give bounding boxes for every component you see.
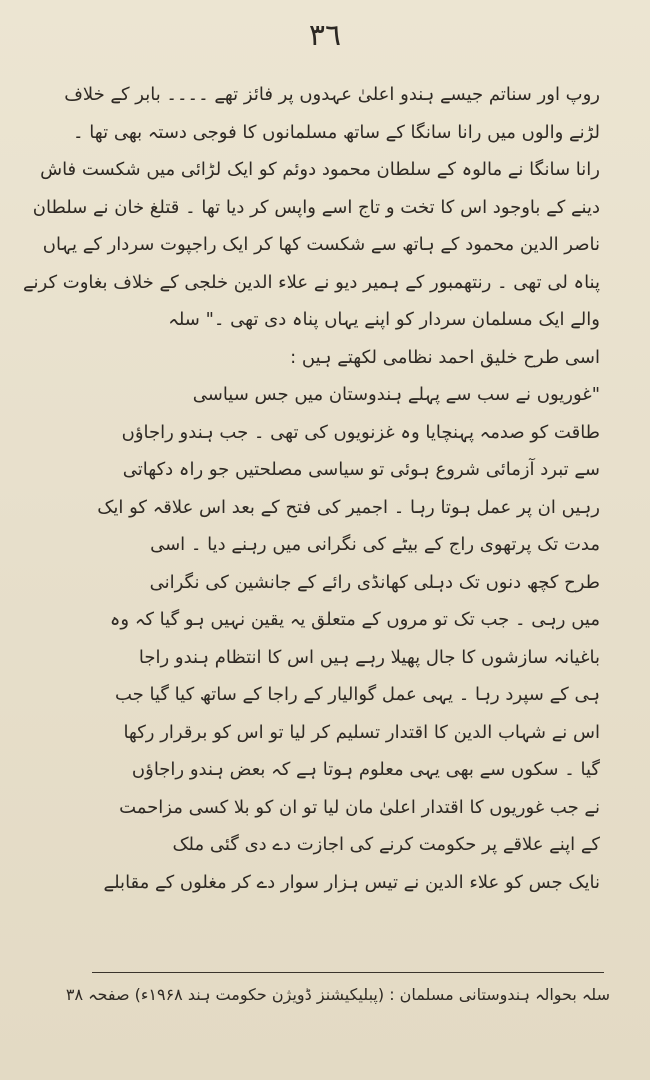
quote-line: گیا ۔ سکوں سے بھی یہی معلوم ہوتا ہے کہ بعض ہندو راجاؤں — [131, 759, 600, 780]
text-line: والے ایک مسلمان سردار کو اپنے یہاں پناہ دی تھی ۔" سلہ — [168, 309, 600, 330]
quote-line: مدت تک پرتھوی راج کے بیٹے کی نگرانی میں رہنے دیا ۔ اسی — [150, 534, 600, 555]
quote-intro-line: اسی طرح خلیق احمد نظامی لکھتے ہیں : — [290, 346, 600, 368]
quote-line: طرح کچھ دنوں تک دہلی کھانڈی رائے کے جانشین کی نگرانی — [149, 571, 600, 593]
quote-line: رہیں ان پر عمل ہوتا رہا ۔ اجمیر کی فتح کے بعد اس علاقہ کو ایک — [97, 496, 600, 518]
page-number: ٣٦ — [308, 18, 342, 53]
quote-line: باغیانہ سازشوں کا جال پھیلا رہے ہیں اس کا انتظام ہندو راجا — [138, 646, 600, 668]
footnote: سلہ بحوالہ ہندوستانی مسلمان : (پبلیکیشنز ڈویژن حکومت ہند ۱۹۶۸ء) صفحہ ۳۸ — [65, 985, 610, 1004]
quote-line: "غوریوں نے سب سے پہلے ہندوستان میں جس سیاسی — [192, 384, 600, 405]
text-line: لڑنے والوں میں رانا سانگا کے ساتھ مسلمانوں کا فوجی دستہ بھی تھا ۔ — [73, 121, 600, 143]
footnote-divider — [92, 972, 604, 973]
quote-line: میں رہی ۔ جب تک تو مروں کے متعلق یہ یقین نہیں ہو گیا کہ وہ — [109, 609, 600, 630]
quote-line: سے تبرد آزمائی شروع ہوئی تو سیاسی مصلحتیں جو راہ دکھاتی — [122, 459, 600, 480]
text-line: رانا سانگا نے مالوہ کے سلطان محمود دوئم کو ایک لڑائی میں شکست فاش — [40, 159, 600, 180]
quote-line: اس نے شہاب الدین کا اقتدار تسلیم کر لیا تو اس کو برقرار رکھا — [123, 721, 600, 743]
text-line: روپ اور سناتم جیسے ہندو اعلیٰ عہدوں پر فائز تھے ۔۔۔۔ بابر کے خلاف — [64, 84, 600, 105]
quote-line: نایک جس کو علاء الدین نے تیس ہزار سوار دے کر مغلوں کے مقابلے — [103, 871, 600, 893]
quote-line: طاقت کو صدمہ پہنچایا وہ غزنویوں کی تھی ۔ جب ہندو راجاؤں — [121, 421, 600, 443]
quote-line: ہی کے سپرد رہا ۔ یہی عمل گوالیار کے راجا کے ساتھ کیا گیا جب — [114, 684, 600, 705]
text-line: پناہ لی تھی ۔ رنتھمبور کے ہمیر دیو نے علاء الدین خلجی کے خلاف بغاوت کرنے — [22, 271, 600, 293]
text-line: دینے کے باوجود اس کا تخت و تاج اسے واپس کر دیا تھا ۔ قتلغ خان نے سلطان — [32, 196, 600, 218]
text-line: ناصر الدین محمود کے ہاتھ سے شکست کھا کر ایک راجپوت سردار کے یہاں — [42, 234, 600, 255]
quote-line: کے اپنے علاقے پر حکومت کرنے کی اجازت دے دی گئی ملک — [172, 834, 600, 855]
body-text — [22, 76, 600, 961]
quote-line: نے جب غوریوں کا اقتدار اعلیٰ مان لیا تو ان کو بلا کسی مزاحمت — [119, 796, 600, 818]
